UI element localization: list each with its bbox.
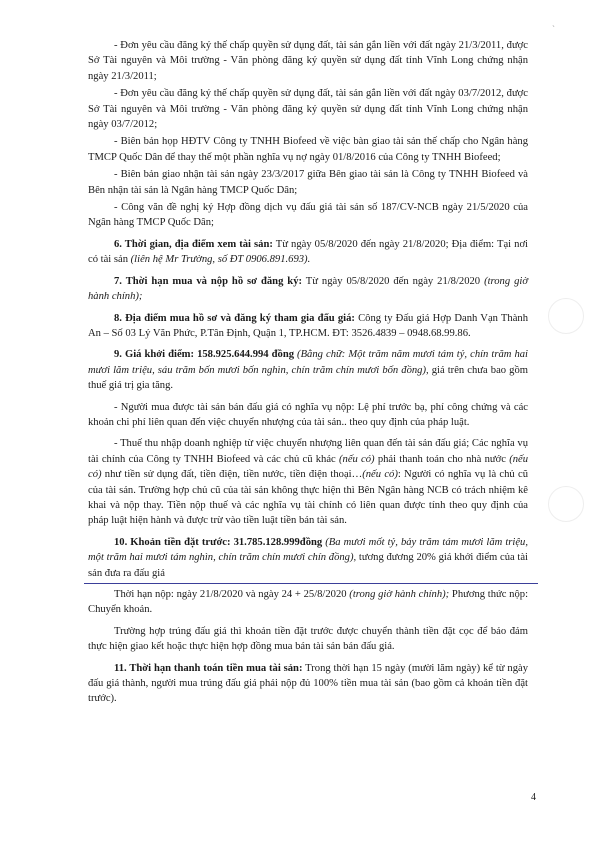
section-title: 8. Địa điểm mua hồ sơ và đăng ký tham gia đấu giá: — [114, 312, 355, 324]
scan-line-artifact — [84, 583, 538, 584]
paragraph-tax-obligations — [88, 436, 528, 528]
section-text: giá trên chưa bao gồm thuế giá trị gia tăng. — [88, 364, 528, 392]
section-registration-place — [88, 311, 528, 342]
section-text: Công ty Đấu giá Hợp Danh Vạn Thành An – Số 03 Lý Văn Phức, P.Tân Định, Quận 1, TP.HCM. ĐT: 3526.4839 – 0948.68.99.86. — [88, 312, 528, 339]
paragraph-handover-record: - Biên bản giao nhận tài sản ngày 23/3/2017 giữa Bên giao tài sản là Công ty TNHH Biofeed và Bên nhận tài sản là Ngân hàng TMCP Quốc Dân; — [88, 169, 528, 196]
scan-artifact-circle — [548, 298, 584, 334]
document-body — [88, 38, 528, 709]
paragraph-registration-2011: - Đơn yêu cầu đăng ký thế chấp quyền sử dụng đất, tài sản gắn liền với đất ngày 21/3/2011, được Sở Tài nguyên và Môi trường - Văn phòng đăng ký quyền sử dụng đất tỉnh Vĩnh Long chứng nhận ngày 21/3/2011; — [88, 40, 528, 82]
page-number: 4 — [531, 792, 536, 803]
section-viewing-time — [88, 237, 528, 268]
corner-mark: ˋ — [552, 24, 555, 34]
section-note: (liên hệ Mr Trường, số ĐT 0906.891.693). — [130, 254, 311, 266]
paragraph-meeting-minutes: - Biên bản họp HĐTV Công ty TNHH Biofeed về việc bàn giao tài sản thế chấp cho Ngân hàng TMCP Quốc Dân để thay thế một phần nghĩa vụ nợ ngày 01/8/2016 của Công ty TNHH Biofeed; — [88, 136, 528, 163]
section-title: 6. Thời gian, địa điểm xem tài sản: — [114, 238, 273, 250]
text-segment: như tiền sử dụng đất, tiền điện, tiền nước, tiền điện thoại… — [101, 469, 363, 481]
text-segment: phải thanh toán cho nhà nước — [374, 453, 510, 465]
deposit-in-words: (Ba mươi mốt tỷ, bảy trăm tám mươi lăm triệu, một trăm hai mươi tám nghìn, chín trăm chín mươi chín đồng), — [88, 536, 529, 564]
section-title: 9. Giá khởi điểm: 158.925.644.994 đồng — [114, 349, 295, 361]
scan-artifact-circle — [548, 486, 584, 522]
paragraph-deposit-conversion: Trường hợp trúng đấu giá thì khoản tiền đặt trước được chuyển thành tiền đặt cọc để bảo đảm thực hiện giao kết hoặc thực hiện hợp đồng mua bán tài sản bán đấu giá. — [88, 625, 528, 653]
text-note: (nếu có) — [88, 453, 529, 481]
text-segment: Phương thức nộp: Chuyển khoản. — [88, 589, 529, 616]
text-note: (nếu có) — [362, 469, 398, 481]
section-deposit — [88, 535, 528, 581]
paragraph-deposit-deadline — [88, 587, 528, 618]
section-registration-deadline — [88, 274, 528, 305]
text-note: (trong giờ hành chính); — [349, 589, 450, 600]
paragraph-service-request: - Công văn đề nghị ký Hợp đồng dịch vụ đấu giá tài sản số 187/CV-NCB ngày 21/5/2020 của Ngân hàng TMCP Quốc Dân; — [88, 202, 528, 229]
text-segment: Thời hạn nộp: ngày 21/8/2020 và ngày 24 + 25/8/2020 — [114, 589, 350, 600]
text-note: (nếu có) — [339, 453, 375, 465]
section-text: tương đương 20% giá khởi điểm của tài sản đưa ra đấu giá — [88, 552, 529, 579]
section-note: (trong giờ hành chính); — [88, 275, 528, 303]
section-title: 7. Thời hạn mua và nộp hồ sơ đăng ký: — [114, 275, 303, 287]
section-text: Từ ngày 05/8/2020 đến ngày 21/8/2020; Địa điểm: Tại nơi có tài sản — [88, 238, 528, 266]
section-starting-price — [88, 347, 528, 393]
section-title: 11. Thời hạn thanh toán tiền mua tài sản: — [114, 662, 303, 674]
section-title: 10. Khoản tiền đặt trước: 31.785.128.999đồng — [114, 536, 323, 548]
section-text: Từ ngày 05/8/2020 đến ngày 21/8/2020 — [302, 275, 485, 287]
text-segment: - Thuế thu nhập doanh nghiệp từ việc chuyển nhượng liên quan đến tài sản đấu giá; Các nghĩa vụ tài chính của Công ty TNHH Biofeed và các chủ cũ khác — [88, 438, 528, 465]
paragraph-registration-2012: - Đơn yêu cầu đăng ký thế chấp quyền sử dụng đất, tài sản gắn liền với đất ngày 03/7/2012, được Sở Tài nguyên và Môi trường - Văn phòng đăng ký quyền sử dụng đất tỉnh Vĩnh Long chứng nhận ngày 03/7/2012; — [88, 88, 528, 131]
text-segment: : Người có nghĩa vụ là chủ cũ của tài sản. Trường hợp chủ cũ của tài sản không thực hiện thì Bên Ngân hàng NCB có trách nhiệm kê khai và nộp thay. Tiền nộp thuế và các nghĩa vụ tài chính có liên quan được tính theo quy định của pháp luật hiện hành và được trừ vào tiền luật tiền bán tài sản. — [88, 469, 528, 527]
section-text: Trong thời hạn 15 ngày (mười lăm ngày) kể từ ngày đấu giá thành, người mua trúng đấu giá phải nộp đủ 100% tiền mua tài sản (bao gồm cả khoản tiền đặt trước). — [88, 662, 528, 705]
paragraph-buyer-duty: - Người mua được tài sản bán đấu giá có nghĩa vụ nộp: Lệ phí trước bạ, phí công chứng và các khoản chi phí liên quan đến việc chuyển nhượng của tài sản.. theo quy định của pháp luật. — [88, 401, 528, 428]
price-in-words: (Bằng chữ: Một trăm năm mươi tám tỷ, chín trăm hai mươi lăm triệu, sáu trăm bốn mươi bốn nghìn, chín trăm chín mươi bốn đồng), — [88, 349, 528, 376]
section-payment-deadline — [88, 661, 528, 707]
